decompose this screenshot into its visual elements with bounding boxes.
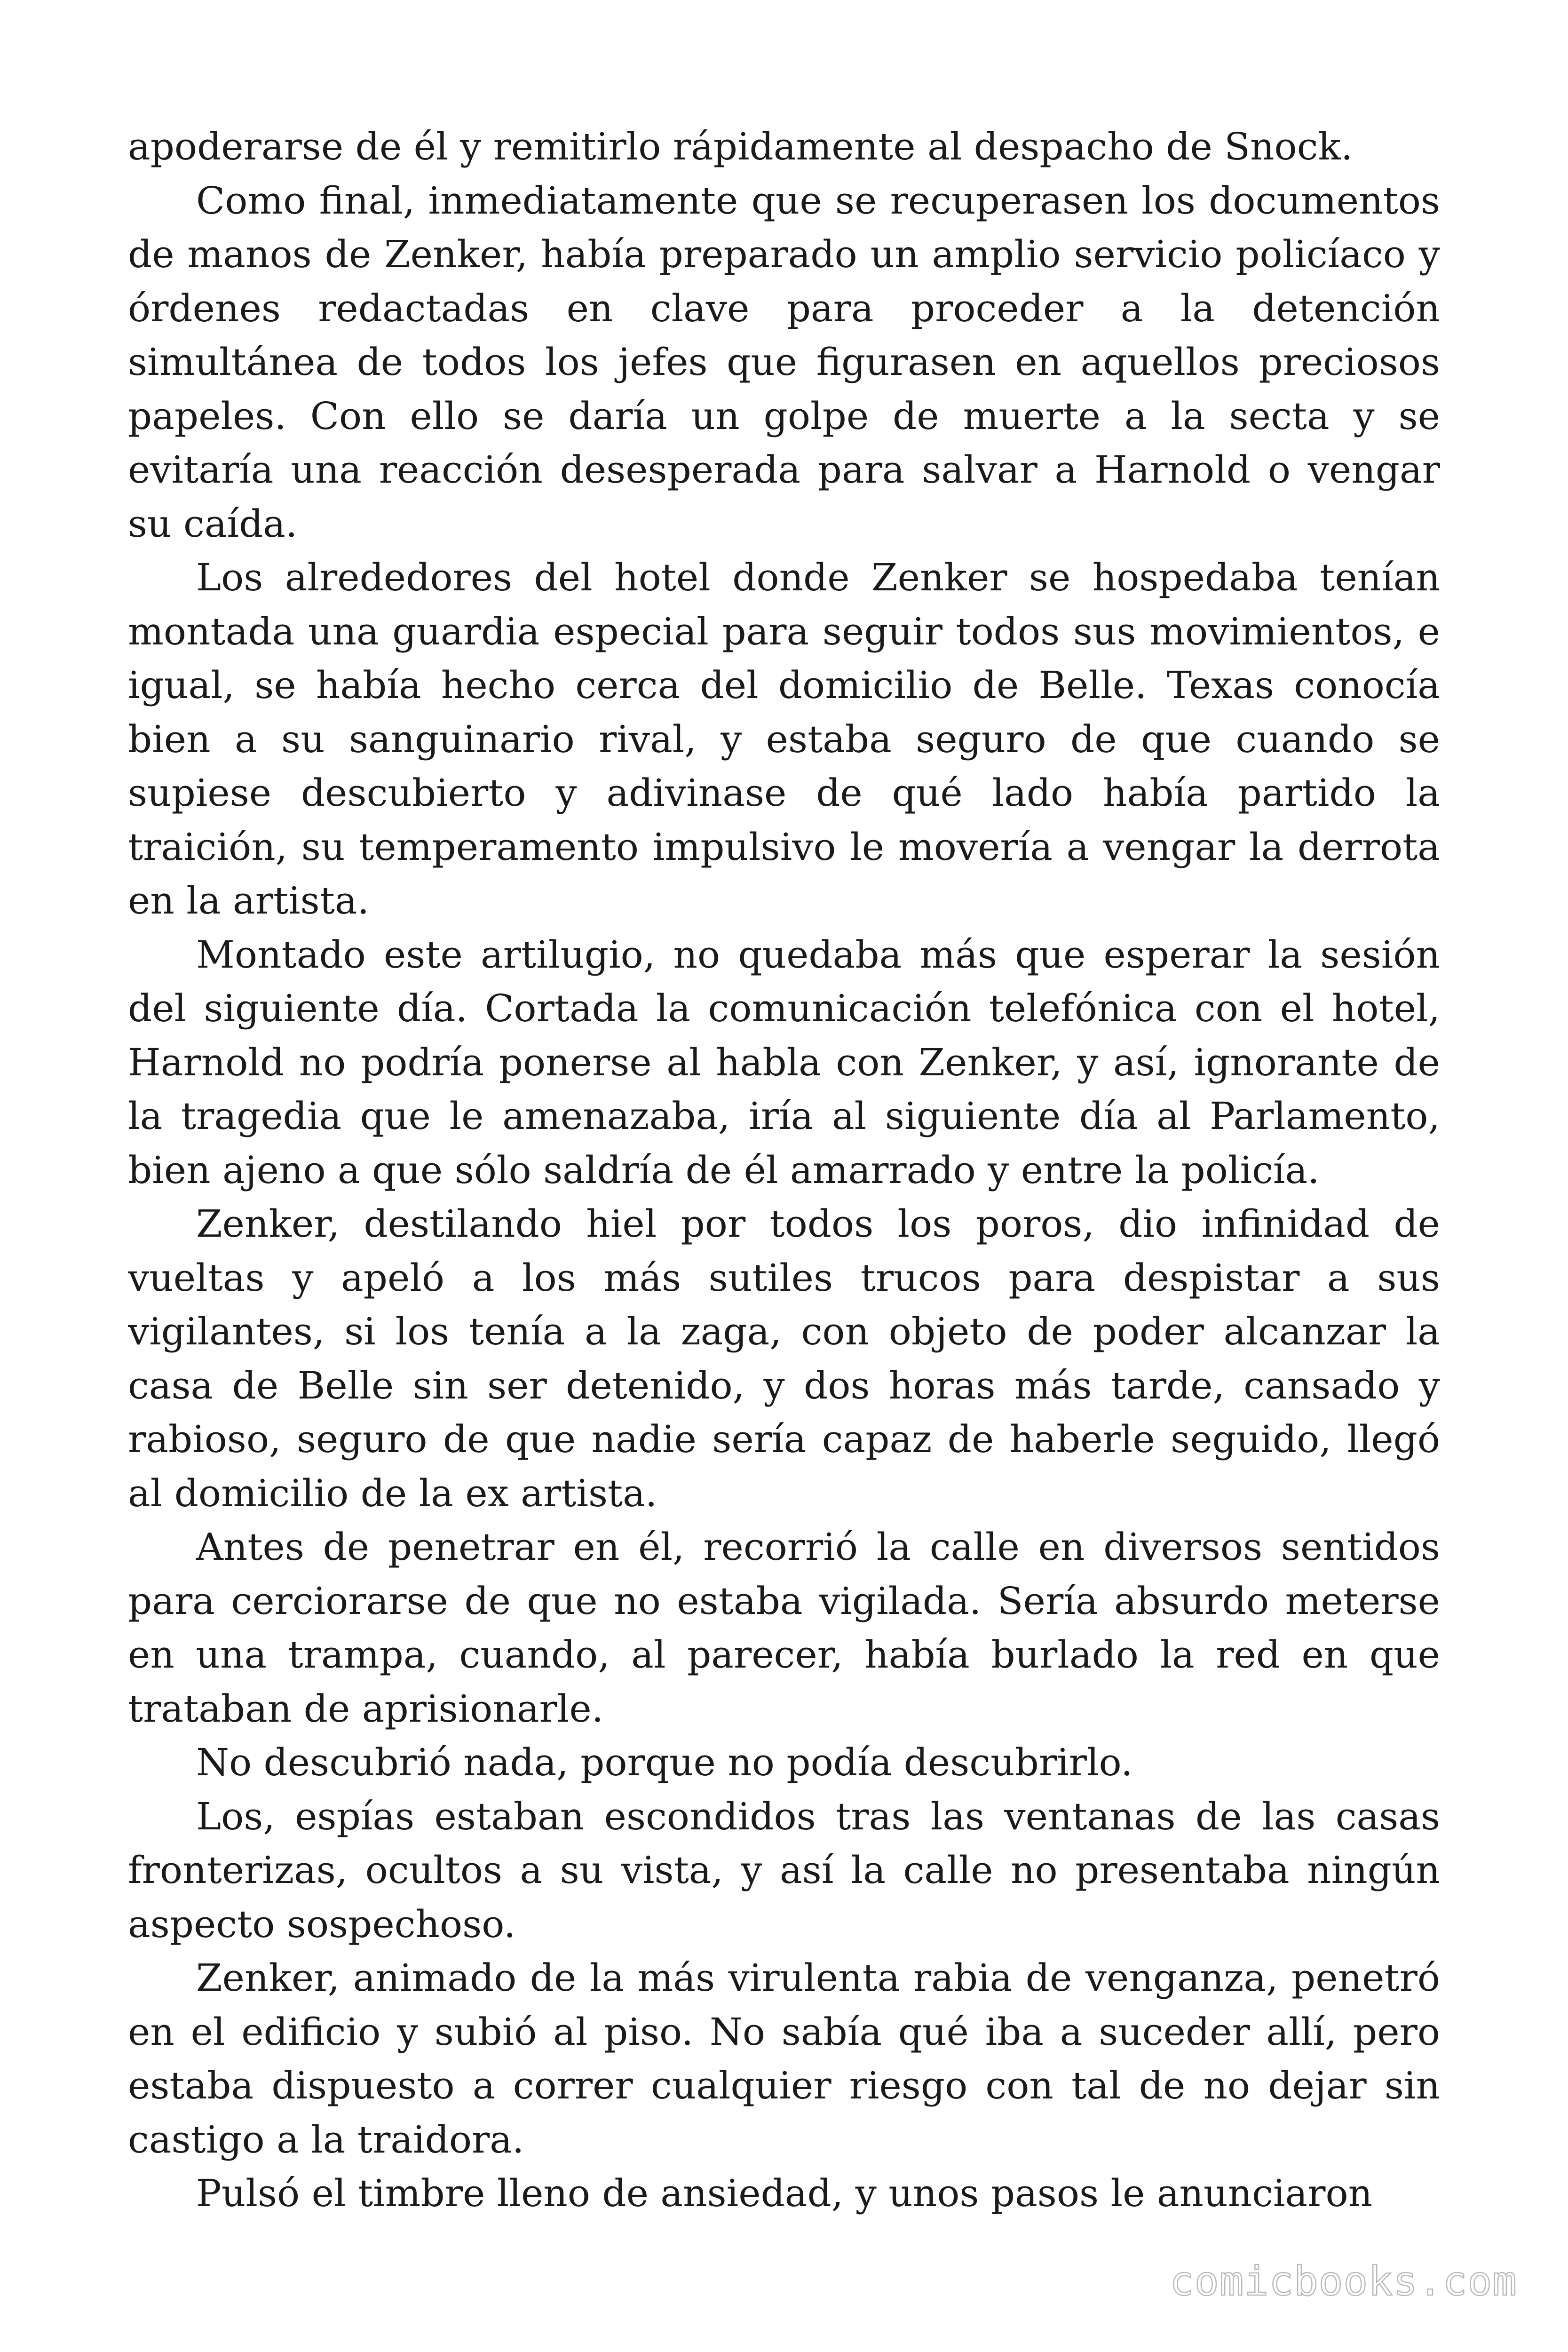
paragraph-5: Zenker, destilando hiel por todos los poros, dio infinidad de vueltas y apeló a los más sutiles trucos para despistar a sus vigilantes, si los tenía a la zaga, con objeto de poder alcanzar la casa de Belle sin ser detenido, y dos horas más tarde, cansado y rabioso, seguro de que nadie sería capaz de haberle seguido, llegó al domicilio de la ex artista. — [128, 1202, 1440, 1515]
paragraph-3: Los alrededores del hotel donde Zenker se hospedaba tenían montada una guardia especial para seguir todos sus movimientos, e igual, se había hecho cerca del domicilio de Belle. Texas conocía bien a su sanguinario rival, y estaba seguro de que cuando se supiese descubierto y adivinase de qué lado había partido la traición, su temperamento impulsivo le movería a vengar la derrota en la artista. — [128, 556, 1440, 922]
watermark: comicbooks.com — [1170, 2258, 1517, 2305]
paragraph-9: Zenker, animado de la más virulenta rabia de venganza, penetró en el edificio y subió al piso. No sabía qué iba a suceder allí, pero estaba dispuesto a correr cualquier riesgo con tal de no dejar sin castigo a la traidora. — [128, 1956, 1440, 2161]
paragraph-1: apoderarse de él y remitirlo rápidamente al despacho de Snock. — [128, 125, 1353, 168]
paragraph-7: No descubrió nada, porque no podía descubrirlo. — [196, 1740, 1133, 1784]
paragraph-6: Antes de penetrar en él, recorrió la calle en diversos sentidos para cerciorarse de que no estaba vigilada. Sería absurdo meterse en una trampa, cuando, al parecer, había burlado la red en que trataban de aprisionarle. — [128, 1525, 1440, 1731]
paragraph-10: Pulsó el timbre lleno de ansiedad, y unos pasos le anunciaron — [196, 2171, 1373, 2215]
paragraph-8: Los, espías estaban escondidos tras las ventanas de las casas fronterizas, ocultos a su vista, y así la calle no presentaba ningún aspecto sospechoso. — [128, 1794, 1440, 1946]
paragraph-2: Como final, inmediatamente que se recuperasen los documentos de manos de Zenker, había preparado un amplio servicio policíaco y órdenes redactadas en clave para proceder a la detención simultánea de todos los jefes que figurasen en aquellos preciosos papeles. Con ello se daría un golpe de muerte a la secta y se evitaría una reacción desesperada para salvar a Harnold o vengar su caída. — [128, 178, 1440, 546]
paragraph-4: Montado este artilugio, no quedaba más que esperar la sesión del siguiente día. Cortada la comunicación telefónica con el hotel, Harnold no podría ponerse al habla con Zenker, y así, ignorante de la tragedia que le amenazaba, iría al siguiente día al Parlamento, bien ajeno a que sólo saldría de él amarrado y entre la policía. — [128, 932, 1440, 1192]
page-text — [128, 120, 1440, 2246]
